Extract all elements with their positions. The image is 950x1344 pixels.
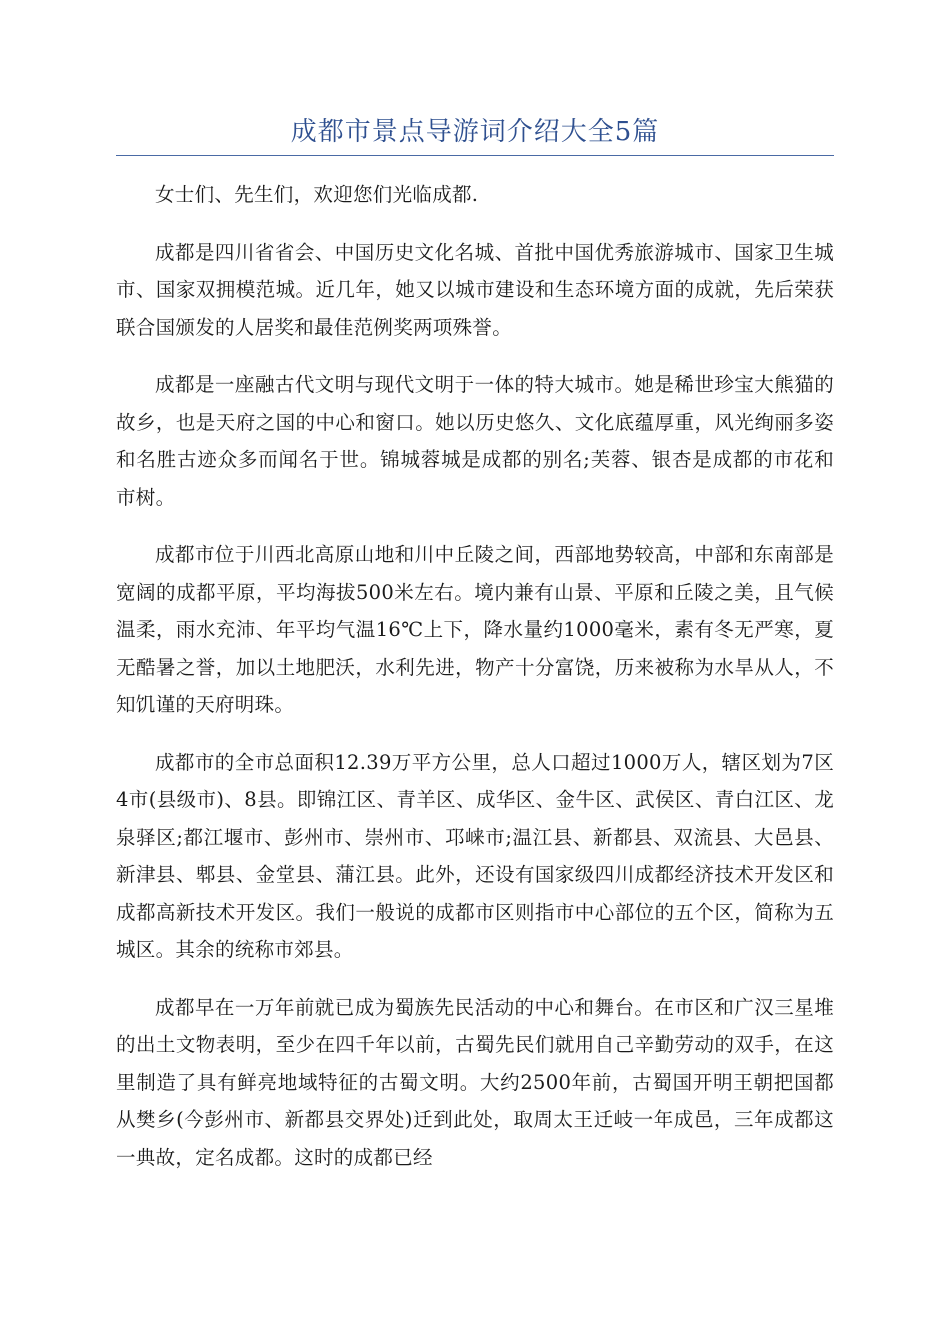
title-underline [116,155,834,156]
paragraph-greeting: 女士们、先生们，欢迎您们光临成都. [155,183,479,206]
document-body [116,176,834,1196]
paragraph-history: 成都早在一万年前就已成为蜀族先民活动的中心和舞台。在市区和广汉三星堆的出土文物表明，至少在四千年以前，古蜀先民们就用自己辛勤劳动的双手，在这里制造了具有鲜亮地域特征的古蜀文明。大约2500年前，古蜀国开明王朝把国都从樊乡(今彭州市、新都县交界处)迁到此处，取周太王迁岐一年成邑，三年成都这一典故，定名成都。这时的成都已经 [116,995,834,1169]
paragraph-geography: 成都市位于川西北高原山地和川中丘陵之间，西部地势较高，中部和东南部是宽阔的成都平原，平均海拔500米左右。境内兼有山景、平原和丘陵之美，且气候温柔，雨水充沛、年平均气温16℃上下，降水量约1000毫米，素有冬无严寒，夏无酷暑之誉，加以土地肥沃，水利先进，物产十分富饶，历来被称为水旱从人，不知饥谨的天府明珠。 [116,543,834,716]
document-title: 成都市景点导游词介绍大全5篇 [290,117,660,147]
paragraph-city-culture: 成都是一座融古代文明与现代文明于一体的特大城市。她是稀世珍宝大熊猫的故乡，也是天府之国的中心和窗口。她以历史悠久、文化底蕴厚重，风光绚丽多姿和名胜古迹众多而闻名于世。锦城蓉城是成都的别名;芙蓉、银杏是成都的市花和市树。 [116,373,834,509]
paragraph-city-status: 成都是四川省省会、中国历史文化名城、首批中国优秀旅游城市、国家卫生城市、国家双拥模范城。近几年，她又以城市建设和生态环境方面的成就，先后荣获联合国颁发的人居奖和最佳范例奖两项殊誉。 [116,240,834,339]
paragraph-administration: 成都市的全市总面积12.39万平方公里，总人口超过1000万人，辖区划为7区4市(县级市)、8县。即锦江区、青羊区、成华区、金牛区、武侯区、青白江区、龙泉驿区;都江堰市、彭州市、崇州市、邛崃市;温江县、新都县、双流县、大邑县、新津县、郫县、金堂县、蒲江县。此外，还设有国家级四川成都经济技术开发区和成都高新技术开发区。我们一般说的成都市区则指市中心部位的五个区，简称为五城区。其余的统称市郊县。 [116,750,834,961]
